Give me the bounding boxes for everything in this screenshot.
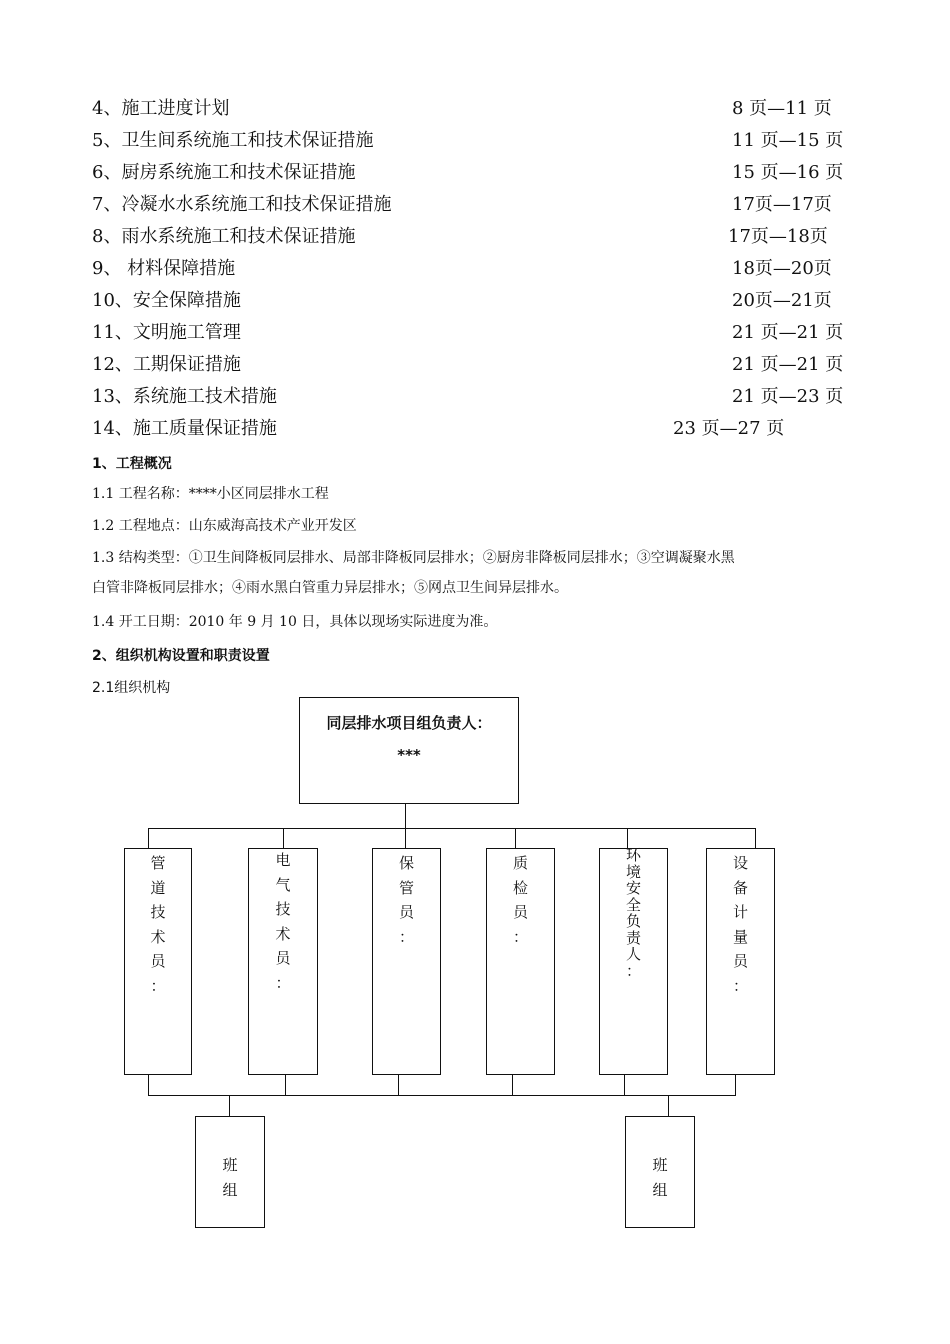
toc-list <box>92 96 852 448</box>
connector-line <box>735 1075 736 1095</box>
paragraph: 1.2 工程地点：山东威海高技术产业开发区 <box>92 518 357 534</box>
toc-title: 5、卫生间系统施工和技术保证措施 <box>92 130 374 151</box>
connector-line <box>229 1095 230 1116</box>
connector-line <box>398 1075 399 1095</box>
org-team-box <box>195 1116 265 1228</box>
section-heading: 1、工程概况 <box>92 456 172 472</box>
toc-pages: 8 页—11 页 <box>732 98 832 119</box>
org-role-label: 质 检 员 ： <box>512 854 528 946</box>
toc-pages: 11 页—15 页 <box>732 130 844 151</box>
subsection-title: 2.1组织机构 <box>92 680 171 696</box>
connector-line <box>755 828 756 848</box>
toc-title: 8、雨水系统施工和技术保证措施 <box>92 226 356 247</box>
org-role-label: 保 管 员 ： <box>398 854 414 946</box>
toc-row <box>92 416 852 448</box>
toc-row <box>92 288 852 320</box>
toc-title: 9、 材料保障措施 <box>92 258 236 279</box>
connector-line <box>515 828 516 848</box>
org-role-box <box>599 848 668 1075</box>
connector-line <box>668 1095 669 1116</box>
paragraph: 1.1 工程名称：****小区同层排水工程 <box>92 486 329 502</box>
toc-row <box>92 384 852 416</box>
toc-pages: 17页—18页 <box>728 226 828 247</box>
toc-pages: 15 页—16 页 <box>732 162 844 183</box>
toc-title: 10、安全保障措施 <box>92 290 241 311</box>
connector-line <box>405 828 406 848</box>
toc-title: 13、系统施工技术措施 <box>92 386 277 407</box>
toc-pages: 23 页—27 页 <box>673 418 785 439</box>
toc-title: 14、施工质量保证措施 <box>92 418 277 439</box>
toc-pages: 17页—17页 <box>732 194 832 215</box>
org-role-box <box>248 848 318 1075</box>
paragraph: 1.4 开工日期：2010 年 9 月 10 日，具体以现场实际进度为准。 <box>92 614 498 630</box>
org-role-box <box>124 848 192 1075</box>
toc-row <box>92 256 852 288</box>
org-team-label: 班 组 <box>652 1156 668 1199</box>
section-heading: 2、组织机构设置和职责设置 <box>92 648 270 664</box>
connector-line <box>405 804 406 828</box>
org-role-box <box>372 848 441 1075</box>
org-team-box <box>625 1116 695 1228</box>
toc-row <box>92 352 852 384</box>
toc-title: 7、冷凝水水系统施工和技术保证措施 <box>92 194 392 215</box>
org-role-box <box>706 848 775 1075</box>
connector-line <box>148 828 756 829</box>
toc-title: 4、施工进度计划 <box>92 98 230 119</box>
org-role-label: 管 道 技 术 员 ： <box>150 854 166 995</box>
org-head-box <box>299 697 519 804</box>
paragraph: 白管非降板同层排水；④雨水黑白管重力异层排水；⑤网点卫生间异层排水。 <box>92 580 568 596</box>
toc-row <box>92 224 852 256</box>
org-head-name: *** <box>397 746 421 764</box>
toc-title: 11、文明施工管理 <box>92 322 241 343</box>
toc-row <box>92 96 852 128</box>
connector-line <box>148 828 149 848</box>
toc-pages: 18页—20页 <box>732 258 832 279</box>
toc-pages: 21 页—23 页 <box>732 386 844 407</box>
org-team-label: 班 组 <box>222 1156 238 1199</box>
connector-line <box>283 828 284 848</box>
toc-pages: 20页—21页 <box>732 290 832 311</box>
connector-line <box>285 1075 286 1095</box>
toc-pages: 21 页—21 页 <box>732 322 844 343</box>
org-role-label: 设 备 计 量 员 ： <box>732 854 748 995</box>
org-role-box <box>486 848 555 1075</box>
toc-row <box>92 320 852 352</box>
connector-line <box>512 1075 513 1095</box>
toc-pages: 21 页—21 页 <box>732 354 844 375</box>
toc-row <box>92 128 852 160</box>
toc-row <box>92 192 852 224</box>
org-head-title: 同层排水项目组负责人： <box>326 714 492 732</box>
paragraph: 1.3 结构类型：①卫生间降板同层排水、局部非降板同层排水；②厨房非降板同层排水；③空调凝聚水黑 <box>92 550 735 566</box>
connector-line <box>624 1075 625 1095</box>
toc-row <box>92 160 852 192</box>
toc-title: 12、工期保证措施 <box>92 354 241 375</box>
org-role-label: 环 境 安 全 负 责 人 ： <box>625 846 641 980</box>
toc-title: 6、厨房系统施工和技术保证措施 <box>92 162 356 183</box>
org-role-label: 电 气 技 术 员 ： <box>275 851 291 992</box>
connector-line <box>627 828 628 848</box>
connector-line <box>148 1095 736 1096</box>
connector-line <box>148 1075 149 1095</box>
